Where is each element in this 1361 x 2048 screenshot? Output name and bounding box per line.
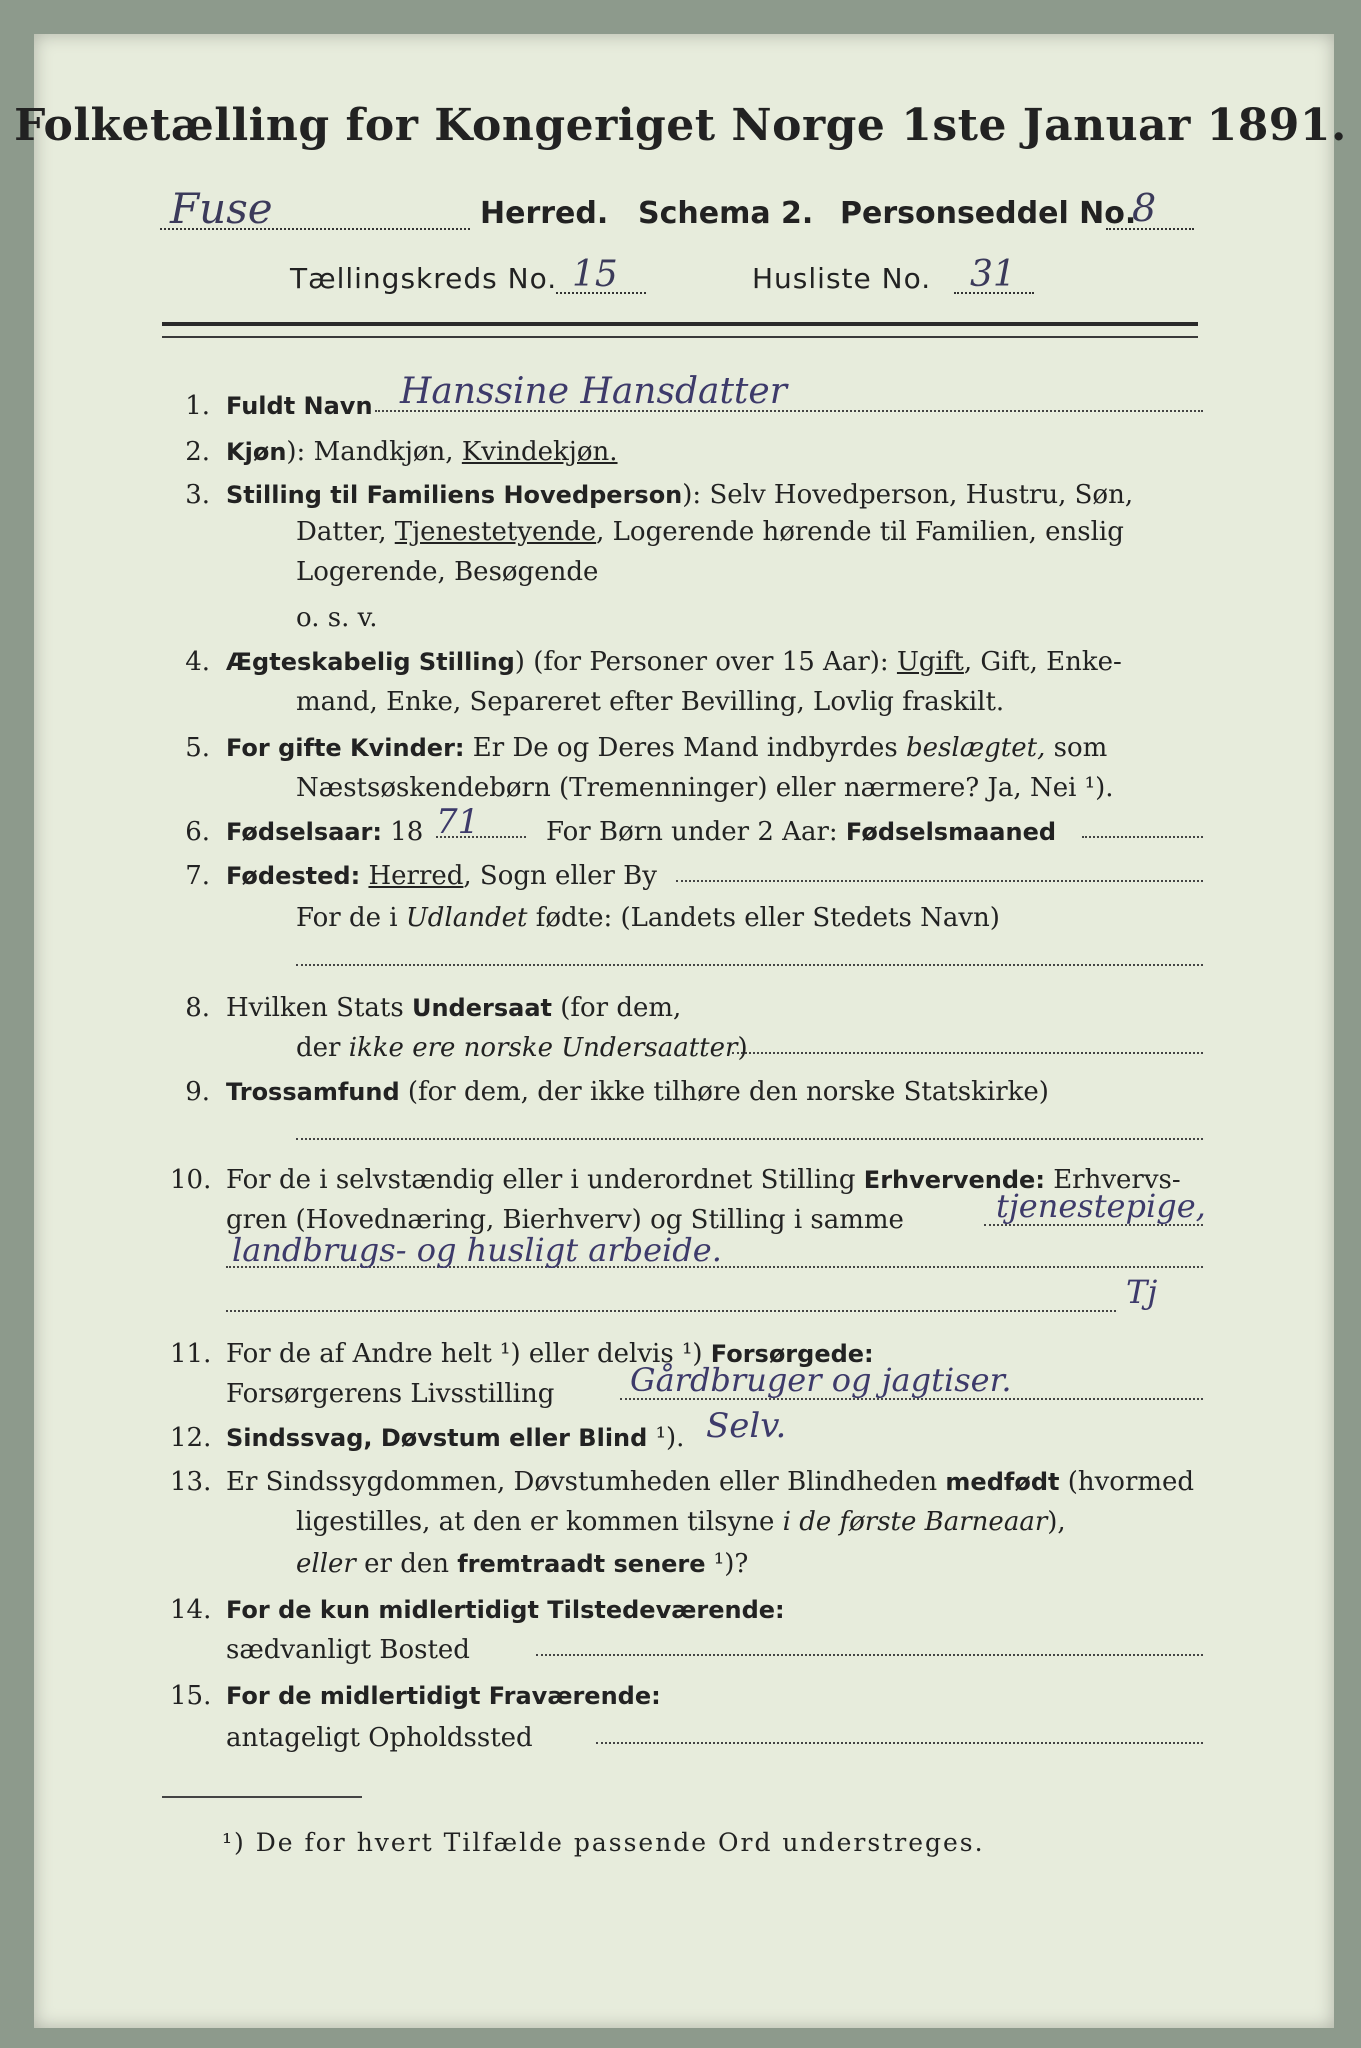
selected-option: Tjenestetyende	[394, 517, 597, 547]
husliste-value: 31	[970, 254, 1016, 295]
row-text: Erhvervs-	[1044, 1165, 1181, 1195]
row-fodested-line3	[0, 940, 1300, 980]
schema-label: Schema 2.	[638, 196, 814, 231]
header-rule-thick	[162, 322, 1198, 326]
row-fravaerende	[0, 1676, 1300, 1716]
row-text: der	[296, 1033, 349, 1063]
row-tilstedevaerende	[0, 1590, 1300, 1630]
row-gifte-kvinder-line2	[0, 768, 1300, 808]
row-text: Er De og Deres Mand indbyrdes	[464, 733, 907, 763]
row-stilling-line2	[0, 512, 1300, 552]
footnote: ¹) De for hvert Tilfælde passende Ord understreges.	[222, 1828, 985, 1857]
row-number: 4.	[185, 647, 210, 677]
row-number: 7.	[185, 861, 210, 891]
row-text: Hvilken Stats	[226, 993, 412, 1023]
row-label: Erhvervende:	[863, 1166, 1045, 1194]
row-stilling-line4	[0, 598, 1300, 638]
row-medfodt	[0, 1462, 1300, 1502]
foreign-fill-line	[296, 940, 1203, 966]
husliste-label: Husliste No.	[752, 262, 932, 295]
herred-label: Herred.	[480, 196, 609, 231]
row-number: 12.	[170, 1423, 212, 1453]
row-label: Stilling til Familiens Hovedperson	[226, 481, 683, 509]
row-text: For Børn under 2 Aar:	[546, 817, 846, 847]
row-text: fødte: (Landets eller Stedets Navn)	[527, 903, 1000, 933]
row-text: i de første Barneaar	[782, 1507, 1048, 1537]
row-text: ) (for Personer over 15 Aar):	[514, 647, 897, 677]
selected-option: Herred	[368, 861, 464, 891]
row-text: ): Mandkjøn,	[286, 437, 462, 467]
row-text: mand, Enke, Separeret efter Bevilling, Lovlig fraskilt.	[296, 687, 1005, 717]
row-text: For de i	[296, 903, 406, 933]
row-tilstedevaerende-line2	[0, 1630, 1300, 1670]
row-undersaat	[0, 988, 1300, 1028]
personseddel-value: 8	[1132, 186, 1157, 230]
row-medfodt-line2	[0, 1502, 1300, 1542]
row-undersaat-line2	[0, 1028, 1300, 1068]
row-label: Undersaat	[411, 994, 552, 1022]
herred-fill-line	[160, 228, 470, 230]
occupation-value-2: landbrugs- og husligt arbeide.	[232, 1231, 722, 1269]
opholdssted-fill-line	[596, 1718, 1203, 1744]
row-text: Logerende, Besøgende	[296, 557, 599, 587]
row-stilling-line3	[0, 552, 1300, 592]
row-text: o. s. v.	[296, 603, 378, 633]
row-number: 5.	[185, 733, 210, 763]
row-label: For de midlertidigt Fraværende:	[226, 1682, 661, 1710]
kreds-fill-line	[556, 290, 646, 294]
row-text: er den	[355, 1549, 458, 1579]
herred-line	[160, 184, 1200, 240]
year-prefix: 18	[382, 817, 424, 847]
row-number: 13.	[170, 1467, 212, 1497]
row-text: , Gift, Enke-	[963, 647, 1122, 677]
row-text: sædvanligt Bosted	[226, 1635, 470, 1665]
row-text: (for dem, der ikke tilhøre den norske Statskirke)	[399, 1077, 1049, 1107]
row-trossamfund-line2	[0, 1114, 1300, 1154]
row-number: 8.	[185, 993, 210, 1023]
row-kjon	[0, 432, 1300, 472]
trossamfund-fill-line	[296, 1114, 1203, 1140]
kreds-line	[290, 254, 1120, 306]
row-text: som	[1045, 733, 1108, 763]
row-label: Ægteskabelig Stilling	[226, 648, 515, 676]
row-sindssvag	[0, 1406, 1300, 1458]
row-fravaerende-line2	[0, 1718, 1300, 1758]
row-number: 3.	[185, 480, 210, 510]
row-label: Kjøn	[226, 438, 287, 466]
personseddel-fill-line	[1106, 228, 1194, 230]
birthplace-fill-line	[676, 856, 1203, 882]
row-label: For gifte Kvinder:	[226, 734, 465, 762]
row-label: fremtraadt senere	[457, 1550, 706, 1578]
row-fodested-line2	[0, 898, 1300, 938]
row-label: Sindssvag, Døvstum eller Blind	[226, 1424, 648, 1452]
row-text: eller	[296, 1549, 356, 1579]
row-label: For de kun midlertidigt Tilstedeværende:	[226, 1596, 785, 1624]
row-text: , Sogn eller By	[463, 861, 657, 891]
row-text: (hvormed	[1059, 1467, 1195, 1497]
bosted-fill-line	[536, 1630, 1203, 1656]
row-number: 9.	[185, 1077, 210, 1107]
row-number: 2.	[185, 437, 210, 467]
kreds-label: Tællingskreds No.	[290, 262, 558, 295]
row-number: 11.	[170, 1339, 212, 1369]
row-label: Fødselsaar:	[226, 818, 382, 846]
occupation-value-1: tjenestepige,	[996, 1187, 1206, 1225]
header-rule-thin	[162, 336, 1198, 338]
row-aegteskab	[0, 642, 1300, 682]
row-text: Udlandet	[405, 903, 528, 933]
row-text: gren (Hovednæring, Bierhverv) og Stilling i samme	[226, 1205, 904, 1235]
row-label: Fuldt Navn	[226, 392, 373, 420]
row-text: ¹)?	[705, 1549, 749, 1579]
row-number: 14.	[170, 1595, 212, 1625]
footnote-rule	[162, 1796, 362, 1798]
row-text: For de af Andre helt ¹) eller delvis ¹)	[226, 1339, 711, 1369]
row-fodselsaar	[0, 802, 1300, 852]
row-text: )	[737, 1033, 748, 1063]
row-erhverv-line3	[0, 1231, 1300, 1282]
herred-value: Fuse	[170, 184, 273, 233]
personseddel-label: Personseddel No.	[840, 196, 1137, 231]
undersaat-fill-line	[732, 1028, 1203, 1054]
row-text: , Logerende hørende til Familien, enslig	[596, 517, 1124, 547]
occupation-mark: Tj	[1126, 1273, 1158, 1311]
row-text: ),	[1047, 1507, 1066, 1537]
row-text: Næstsøskendebørn (Tremenninger) eller nærmere? Ja, Nei ¹).	[296, 773, 1114, 803]
row-medfodt-line3	[0, 1544, 1300, 1584]
month-fill-line	[1082, 812, 1203, 838]
provider-occupation-value: Gårdbruger og jagtiser.	[630, 1361, 1012, 1399]
row-gifte-kvinder	[0, 728, 1300, 768]
row-aegteskab-line2	[0, 682, 1300, 722]
row-erhverv-line4	[0, 1273, 1300, 1326]
row-label: Fødselsmaaned	[845, 818, 1057, 846]
husliste-fill-line	[954, 290, 1034, 294]
row-number: 15.	[170, 1681, 212, 1711]
row-label: Fødested:	[226, 862, 361, 890]
selected-option: Kvindekjøn.	[461, 437, 618, 467]
row-trossamfund	[0, 1072, 1300, 1112]
row-text: Er Sindssygdommen, Døvstumheden eller Blindheden	[226, 1467, 946, 1497]
full-name-value: Hanssine Hansdatter	[400, 371, 787, 412]
row-text: antageligt Opholdssted	[226, 1723, 533, 1753]
row-text: Datter,	[296, 517, 395, 547]
row-text: ligestilles, at den er kommen tilsyne	[296, 1507, 783, 1537]
row-label: Trossamfund	[226, 1078, 400, 1106]
row-text: ): Selv Hovedperson, Hustru, Søn,	[682, 480, 1134, 510]
row-text: Forsørgerens Livsstilling	[226, 1379, 555, 1409]
row-text: beslægtet,	[906, 733, 1046, 763]
form-title: Folketælling for Kongeriget Norge 1ste Januar 1891.	[14, 100, 1347, 151]
birth-year-value: 71	[436, 802, 480, 842]
disability-value: Selv.	[706, 1406, 787, 1446]
selected-option: Ugift	[896, 647, 964, 677]
erhverv-fill-line-3	[226, 1286, 1116, 1312]
row-number: 6.	[185, 817, 210, 847]
row-label: Forsørgede:	[710, 1340, 874, 1368]
row-number: 1.	[185, 391, 210, 421]
row-text: ikke ere norske Undersaatter	[348, 1033, 738, 1063]
row-label: medfødt	[945, 1468, 1060, 1496]
year-fill-line	[436, 812, 526, 838]
row-fuldt-navn	[0, 371, 1300, 426]
row-fodested	[0, 856, 1300, 896]
row-text: ¹).	[647, 1423, 685, 1453]
row-forsorgede-line2	[0, 1361, 1300, 1414]
row-stilling	[0, 475, 1300, 515]
row-text: For de i selvstændig eller i underordnet Stilling	[226, 1165, 864, 1195]
row-number: 10.	[170, 1165, 212, 1195]
kreds-value: 15	[572, 254, 618, 295]
row-text: (for dem,	[551, 993, 682, 1023]
